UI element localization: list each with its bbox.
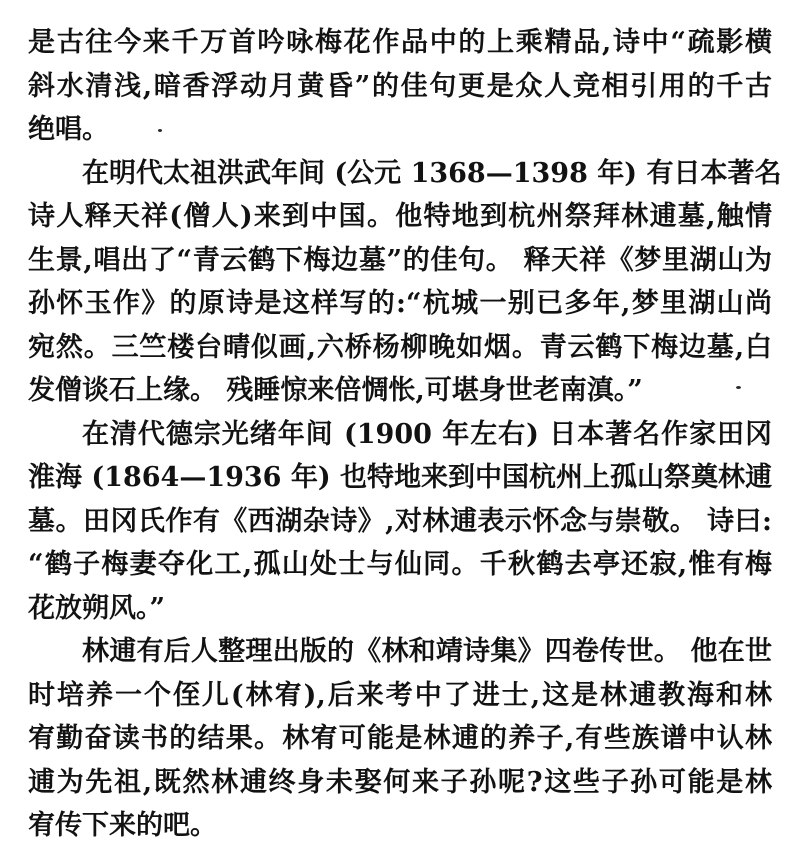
text-line: 孙怀玉作》的原诗是这样写的:“杭城一别已多年,梦里湖山尚 (28, 288, 772, 319)
text-line: 宥勤奋读书的结果。林宥可能是林逋的养子,有些族谱中认林 (28, 723, 772, 754)
scan-speck (736, 386, 741, 389)
paragraph (28, 21, 772, 152)
text-line: 生景,唱出了“青云鹤下梅边墓”的佳句。 释天祥《梦里湖山为 (28, 244, 772, 276)
paragraph (28, 413, 772, 631)
text-line: 诗人释天祥(僧人)来到中国。他特地到杭州祭拜林逋墓,触情 (28, 201, 772, 232)
text-line: 宥传下来的吧。 (28, 810, 217, 841)
text-line: 时培养一个侄儿(林宥),后来考中了进士,这是林逋教海和林 (28, 679, 772, 711)
document-body (28, 21, 782, 848)
text-line: 花放朔风。” (28, 592, 166, 624)
text-line: 绝唱。 (28, 114, 109, 145)
text-line: 逋为先祖,既然林逋终身未娶何来子孙呢?这些子孙可能是林 (28, 766, 772, 798)
text-line: “鹤子梅妻夺化工,孤山处士与仙同。千秋鹤去亭还寂,惟有梅 (28, 549, 772, 580)
text-line: 斜水清浅,暗香浮动月黄昏”的佳句更是众人竞相引用的千古 (28, 70, 772, 102)
text-line: 淮海 (1864—1936 年) 也特地来到中国杭州上孤山祭奠林逋 (28, 462, 773, 493)
paragraph (28, 152, 782, 413)
text-line: 宛然。三竺楼台晴似画,六桥杨柳晚如烟。青云鹤下梅边墓,白 (28, 331, 772, 363)
text-line: 发僧谈石上缘。 残睡惊来倍惆怅,可堪身世老南滇。” (28, 375, 643, 406)
paragraph (28, 630, 772, 848)
scan-speck (158, 129, 162, 132)
text-line: 在清代德宗光绪年间 (1900 年左右) 日本著名作家田冈 (82, 418, 772, 450)
text-line: 是古往今来千万首吟咏梅花作品中的上乘精品,诗中“疏影横 (28, 27, 772, 58)
text-line: 林逋有后人整理出版的《林和靖诗集》四卷传世。 他在世 (82, 636, 772, 667)
text-line: 在明代太祖洪武年间 (公元 1368—1398 年) 有日本著名 (82, 157, 782, 189)
text-line: 墓。田冈氏作有《西湖杂诗》,对林逋表示怀念与崇敬。 诗曰: (28, 505, 772, 537)
